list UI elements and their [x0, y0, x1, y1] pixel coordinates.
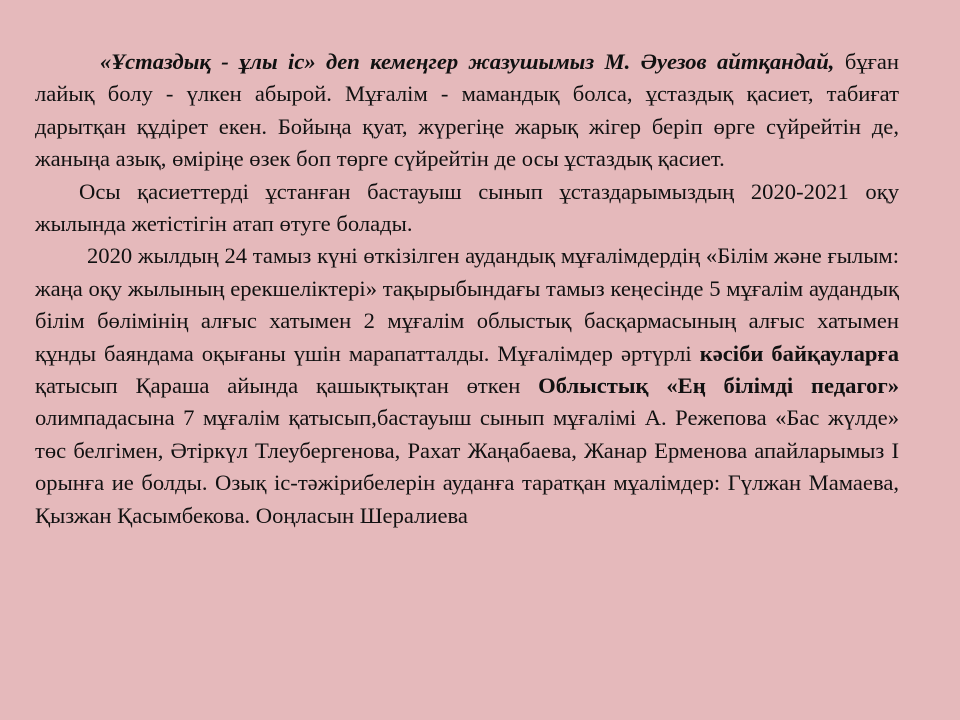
quote-auezov: «Ұстаздық - ұлы іс» деп кемеңгер жазушымыз М. Әуезов айтқандай,	[100, 49, 835, 74]
paragraph-achievements-intro	[35, 176, 899, 241]
achievements-intro-text: Осы қасиеттерді ұстанған бастауыш сынып ұстаздарымыздың 2020-2021 оқу жылында жетістігін атап өтуге болады.	[35, 178, 899, 237]
professional-contests: кәсіби байқауларға	[699, 340, 899, 366]
paragraph-achievements-detail	[35, 240, 899, 532]
olympiad-name: Облыстық «Ең білімді педагог»	[538, 373, 900, 399]
paragraph-intro	[35, 46, 899, 176]
text-block	[35, 46, 899, 532]
november-text: қатысып Қараша айында қашықтықтан өткен	[35, 373, 539, 399]
winners-text: олимпадасына 7 мұғалім қатысып,бастауыш сынып мұғалімі А. Режепова «Бас жүлде» төс белгімен, Әтіркүл Тлеубергенова, Рахат Жаңабаева, Жанар Ерменова апайларымыз І орынға ие болды. Озық іс-тәжірибелерін ауданға таратқан мұалімдер: Гүлжан Мамаева, Қызжан Қасымбекова. Ооңласын Шералиева	[35, 405, 899, 528]
conference-text: 2020 жылдың 24 тамыз күні өткізілген аудандық мұғалімдердің «Білім және ғылым: жаңа оқу жылының ерекшеліктері» тақырыбындағы тамыз кеңесінде 5 мұғалім аудандық білім бөлімінің алғыс хатымен 2 мұғалім облыстық басқармасының алғыс хатымен құнды баяндама оқығаны үшін марапатталды. Мұғалімдер әртүрлі	[35, 243, 899, 366]
intro-text: бұған лайық болу - үлкен абырой. Мұғалім - мамандық болса, ұстаздық қасиет, табиғат дарытқан құдірет екен. Бойыңа қуат, жүрегіңе жарық жігер беріп өрге сүйрейтін де, жаныңа азық, өміріңе өзек боп төрге сүйрейтін де осы ұстаздық қасиет.	[35, 49, 899, 172]
